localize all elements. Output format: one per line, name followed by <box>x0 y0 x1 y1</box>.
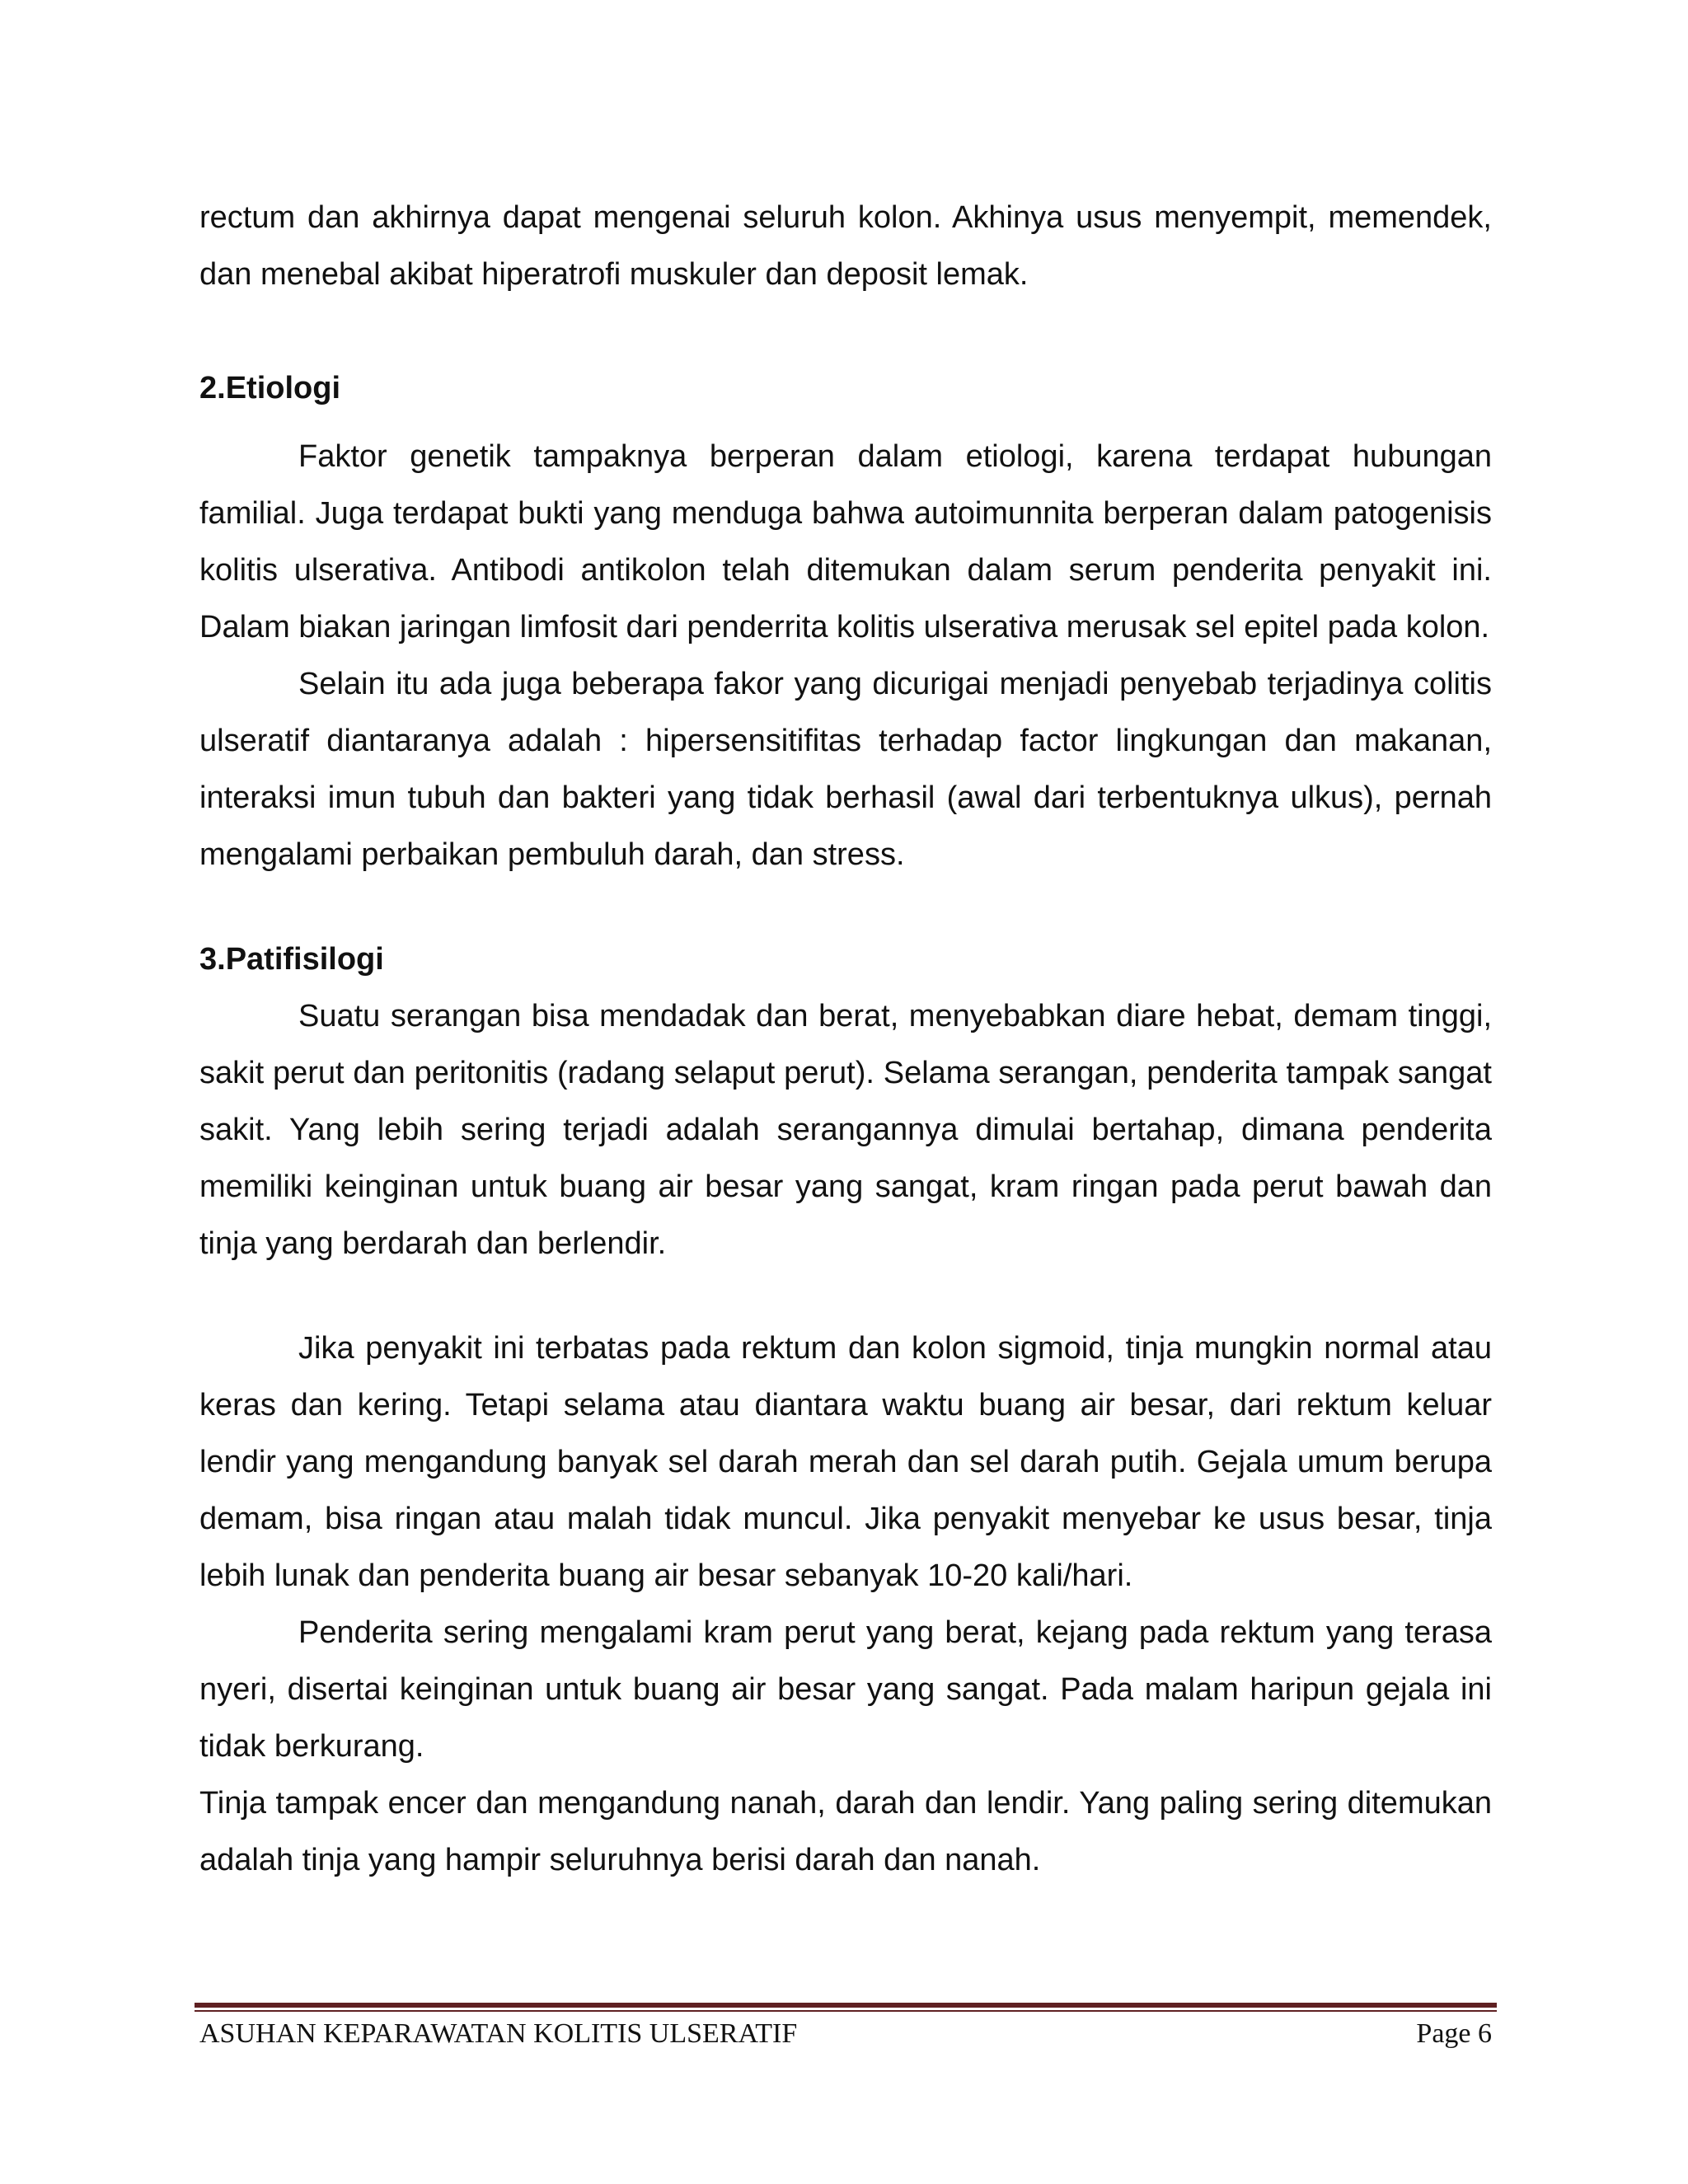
etiologi-paragraph-2: Selain itu ada juga beberapa fakor yang dicurigai menjadi penyebab terjadinya colitis ulseratif diantaranya adalah : hipersensitifitas terhadap factor lingkungan dan makanan, interaksi imun tubuh dan bakteri yang tidak berhasil (awal dari terbentuknya ulkus), pernah mengalami perbaikan pembuluh darah, dan stress. <box>199 667 1492 872</box>
footer-divider-thick <box>195 2003 1497 2008</box>
patifisilogi-paragraph-1: Suatu serangan bisa mendadak dan berat, menyebabkan diare hebat, demam tinggi, sakit perut dan peritonitis (radang selaput perut). Selama serangan, penderita tampak sangat sakit. Yang lebih sering terjadi adalah serangannya dimulai bertahap, dimana penderita memiliki keinginan untuk buang air besar yang sangat, kram ringan pada perut bawah dan tinja yang berdarah dan berlendir. <box>199 999 1492 1261</box>
document-body <box>199 190 1492 1889</box>
intro-paragraph: rectum dan akhirnya dapat mengenai seluruh kolon. Akhinya usus menyempit, memendek, dan menebal akibat hiperatrofi muskuler dan deposit lemak. <box>199 200 1492 292</box>
footer-divider-thin <box>195 2010 1497 2012</box>
footer-document-title: ASUHAN KEPARAWATAN KOLITIS ULSERATIF <box>199 2018 798 2049</box>
patifisilogi-paragraph-4: Tinja tampak encer dan mengandung nanah, darah dan lendir. Yang paling sering ditemukan adalah tinja yang hampir seluruhnya berisi darah dan nanah. <box>199 1786 1492 1877</box>
etiologi-paragraph-1: Faktor genetik tampaknya berperan dalam etiologi, karena terdapat hubungan familial. Juga terdapat bukti yang menduga bahwa autoimunnita berperan dalam patogenisis kolitis ulserativa. Antibodi antikolon telah ditemukan dalam serum penderita penyakit ini. Dalam biakan jaringan limfosit dari penderrita kolitis ulserativa merusak sel epitel pada kolon. <box>199 439 1492 644</box>
page-footer <box>199 2016 1492 2052</box>
footer-page-number: Page 6 <box>1416 2018 1492 2049</box>
patifisilogi-paragraph-2: Jika penyakit ini terbatas pada rektum dan kolon sigmoid, tinja mungkin normal atau keras dan kering. Tetapi selama atau diantara waktu buang air besar, dari rektum keluar lendir yang mengandung banyak sel darah merah dan sel darah putih. Gejala umum berupa demam, bisa ringan atau malah tidak muncul. Jika penyakit menyebar ke usus besar, tinja lebih lunak dan penderita buang air besar sebanyak 10-20 kali/hari. <box>199 1331 1492 1593</box>
patifisilogi-heading: 3.Patifisilogi <box>199 942 384 977</box>
etiologi-heading: 2.Etiologi <box>199 371 340 405</box>
footer-divider <box>195 2003 1497 2013</box>
patifisilogi-paragraph-3: Penderita sering mengalami kram perut yang berat, kejang pada rektum yang terasa nyeri, disertai keinginan untuk buang air besar yang sangat. Pada malam haripun gejala ini tidak berkurang. <box>199 1615 1492 1764</box>
